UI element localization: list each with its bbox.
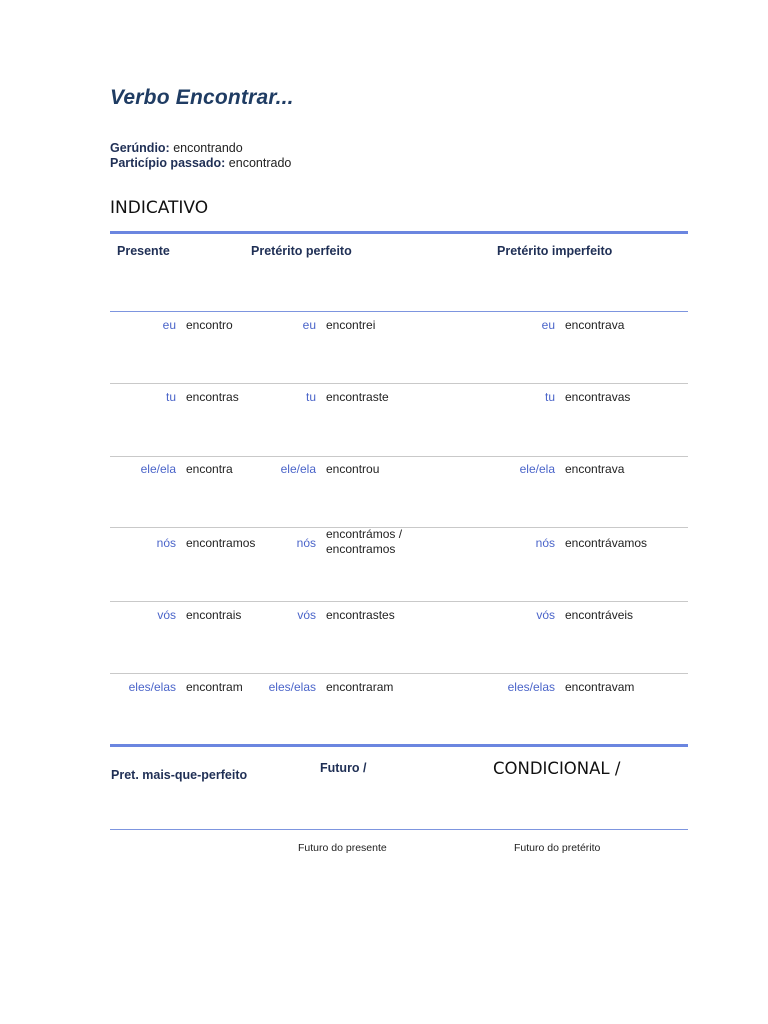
pronoun-cell: vós (536, 608, 555, 622)
column-header-perfeito: Pretérito perfeito (251, 244, 352, 258)
presente-cell: encontrais (186, 608, 242, 622)
page-title: Verbo Encontrar... (110, 86, 294, 109)
pronoun-cell: nós (156, 536, 176, 550)
presente-cell: encontra (186, 462, 233, 476)
imperfeito-cell: encontrava (565, 318, 625, 332)
perfeito-cell: encontraste (326, 390, 389, 404)
pronoun-cell: eles/elas (128, 680, 176, 694)
pronoun-cell: tu (305, 390, 316, 404)
presente-cell: encontras (186, 390, 239, 404)
column-header-imperfeito: Pretérito imperfeito (497, 244, 613, 258)
participle-value: encontrado (228, 156, 292, 170)
pronoun-cell: ele/ela (140, 462, 176, 476)
second-table-top-rule (110, 744, 688, 747)
column-header-mais-que-perfeito: Pret. mais-que-perfeito (111, 768, 248, 782)
imperfeito-cell: encontravas (565, 390, 631, 404)
subheader-futuro-preterito: Futuro do pretérito (514, 842, 601, 854)
pronoun-cell: ele/ela (519, 462, 555, 476)
participle-line (110, 156, 291, 170)
pronoun-cell: ele/ela (280, 462, 316, 476)
gerund-value: encontrando (173, 141, 243, 155)
gerund-label: Gerúndio: (110, 141, 170, 155)
perfeito-cell: encontrei (326, 318, 376, 332)
table-top-rule (110, 231, 688, 234)
gerund-line (110, 141, 243, 155)
pronoun-cell: tu (544, 390, 555, 404)
subheader-futuro-presente: Futuro do presente (298, 842, 387, 854)
column-header-futuro: Futuro / (320, 761, 367, 775)
section-heading-condicional: CONDICIONAL / (493, 759, 621, 778)
row-divider (110, 383, 688, 384)
header-bottom-rule (110, 311, 688, 312)
pronoun-cell: eles/elas (507, 680, 555, 694)
pronoun-cell: vós (157, 608, 176, 622)
pronoun-cell: eu (302, 318, 316, 332)
imperfeito-cell: encontráveis (565, 608, 634, 622)
pronoun-cell: tu (165, 390, 176, 404)
perfeito-cell: encontrastes (326, 608, 395, 622)
column-header-presente: Presente (117, 244, 170, 258)
section-heading-indicativo: INDICATIVO (110, 198, 209, 218)
imperfeito-cell: encontrávamos (565, 536, 648, 550)
pronoun-cell: vós (297, 608, 316, 622)
perfeito-cell: encontrámos / encontramos (326, 527, 403, 556)
presente-cell: encontram (186, 680, 243, 694)
pronoun-cell: eu (162, 318, 176, 332)
imperfeito-cell: encontrava (565, 462, 625, 476)
row-divider (110, 673, 688, 674)
presente-cell: encontro (186, 318, 233, 332)
row-divider (110, 601, 688, 602)
participle-label: Particípio passado: (110, 156, 226, 170)
presente-cell: encontramos (186, 536, 256, 550)
perfeito-cell: encontraram (326, 680, 394, 694)
perfeito-cell: encontrou (326, 462, 380, 476)
row-divider (110, 456, 688, 457)
pronoun-cell: nós (535, 536, 555, 550)
pronoun-cell: nós (296, 536, 316, 550)
imperfeito-cell: encontravam (565, 680, 635, 694)
second-header-bottom-rule (110, 829, 688, 830)
pronoun-cell: eles/elas (268, 680, 316, 694)
pronoun-cell: eu (541, 318, 555, 332)
